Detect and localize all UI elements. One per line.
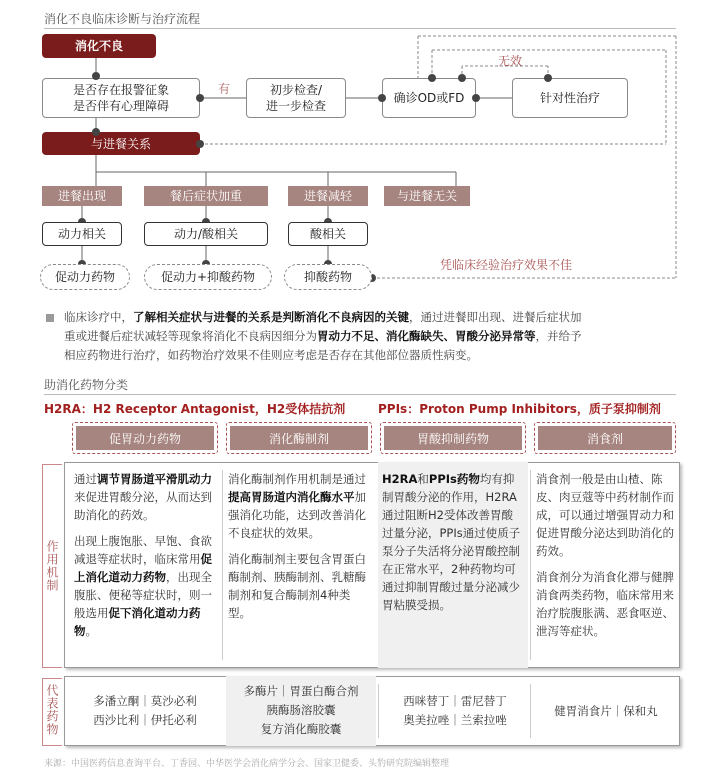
connector-dot — [196, 140, 204, 148]
mechanism-col2 — [228, 470, 372, 630]
row-label-representative: 代表药物 — [45, 684, 59, 736]
source-note: 来源：中国医药信息查询平台、丁香园、中华医学会消化病学分会、国家卫健委、头豹研究院编辑整理 — [44, 759, 450, 769]
flow-empirical-label: 凭临床经验治疗效果不佳 — [440, 258, 573, 272]
connector-dot — [472, 94, 480, 102]
representative-col2 — [226, 682, 376, 739]
type-motility: 动力相关 — [42, 222, 122, 246]
drug-prokinetic-antacid: 促动力+抑酸药物 — [144, 264, 272, 290]
note-text: 相应药物进行治疗，如药物治疗效果不佳则应考虑是否存在其他部位器质性病变。 — [64, 348, 478, 362]
text: 来促进胃酸分泌，从而达到助消化的药效。 — [74, 490, 212, 522]
mechanism-col3 — [382, 470, 524, 622]
text: 消化酶制剂主要包含胃蛋白酶制剂、胰酶制剂、乳糖酶制剂和复合酶制剂4种类型。 — [228, 552, 366, 620]
bold-text: PPIs药物 — [428, 472, 480, 486]
abbr-ppi — [378, 400, 661, 417]
mechanism-col1 — [74, 470, 218, 648]
section-title-flow: 消化不良临床诊断与治疗流程 — [44, 12, 201, 26]
divider — [44, 394, 676, 395]
note-text: 重或进餐后症状减轻等现象将消化不良病因细分为 — [64, 329, 317, 343]
drug-line: 胰酶肠溶胶囊 — [266, 703, 336, 717]
connector-dot — [378, 94, 386, 102]
connector-dot — [428, 74, 436, 82]
bold-text: 促下消化道动力药物 — [74, 606, 201, 638]
note-paragraph — [64, 308, 684, 365]
text: ，出现全腹胀、便秘等症状时，则一般选用 — [74, 570, 212, 620]
type-motility-acid: 动力/酸相关 — [144, 222, 268, 246]
representative-col4 — [534, 702, 678, 721]
flow-question-line2: 是否伴有心理障碍 — [72, 99, 169, 113]
abbr-h2ra-key: H2RA： — [44, 402, 93, 416]
category-label: 消化酶制剂 — [230, 426, 368, 450]
drug-prokinetic: 促动力药物 — [40, 264, 130, 290]
connector-dot — [92, 72, 100, 80]
flow-targeted-treatment: 针对性治疗 — [512, 78, 628, 118]
flow-initial-line1: 初步检查/ — [269, 83, 323, 97]
tag-meal-relief: 进餐减轻 — [288, 186, 368, 206]
representative-col3 — [380, 692, 530, 730]
drug-line: 复方消化酶胶囊 — [260, 722, 342, 736]
connector-dot — [458, 74, 466, 82]
text: 和 — [417, 472, 429, 486]
column-divider — [530, 470, 531, 660]
drug-line: 健胃消食片｜保和丸 — [554, 704, 658, 718]
text: 消食剂一般是由山楂、陈皮、肉豆蔻等中药材制作而成，可以通过增强胃动力和促进胃酸分泌达到助消化的药效。 — [536, 472, 674, 558]
section-title-classes: 助消化药物分类 — [44, 378, 129, 392]
connector-dot — [196, 94, 204, 102]
text: 通过 — [74, 472, 97, 486]
category-acid-suppressant — [380, 422, 526, 454]
tag-meal-unrelated: 与进餐无关 — [384, 186, 470, 206]
flow-yes-label: 有 — [218, 82, 231, 96]
category-enzyme — [226, 422, 372, 454]
column-divider — [378, 684, 379, 738]
text: 消化酶制剂作用机制是通过 — [228, 472, 366, 486]
text: 出现上腹饱胀、早饱、食欲减退等症状时，临床常用 — [74, 534, 212, 566]
bold-text: 提高胃肠道内消化酶水平 — [228, 490, 355, 504]
flow-question — [42, 78, 200, 118]
category-label: 胃酸抑制药物 — [384, 426, 522, 450]
text: 消食剂分为消食化滞与健脾消食两类药物，临床常用来治疗脘腹胀满、恶食呕逆、泄泻等症状。 — [536, 570, 674, 638]
note-bold: 胃动力不足、消化酶缺失、胃酸分泌异常等 — [317, 329, 536, 343]
note-text: 临床诊疗中， — [64, 310, 133, 324]
tag-postmeal-worse: 餐后症状加重 — [144, 186, 268, 206]
drug-line: 多潘立酮｜莫沙必利 — [93, 694, 197, 708]
abbr-ppi-key: PPIs： — [378, 402, 420, 416]
note-bullet — [46, 314, 54, 322]
flow-initial-line2: 进一步检查 — [265, 99, 326, 113]
category-digestive-herbal — [534, 422, 676, 454]
flow-diagnosis: 确诊OD或FD — [382, 78, 476, 118]
category-prokinetic — [72, 422, 218, 454]
drug-antacid: 抑酸药物 — [284, 264, 372, 290]
abbr-h2ra-value: H2 Receptor Antagonist，H2受体拮抗剂 — [92, 402, 346, 416]
connector-dot — [544, 74, 552, 82]
note-bold: 了解相关症状与进餐的关系是判断消化不良病因的关键 — [133, 310, 409, 324]
flow-meal-relation: 与进餐关系 — [42, 132, 200, 155]
row-label-mechanism: 作用机制 — [45, 540, 59, 592]
flow-question-line1: 是否存在报警征象 — [72, 83, 169, 97]
mechanism-col4 — [536, 470, 676, 648]
note-text: ，通过进餐即出现、进餐后症状加 — [409, 310, 582, 324]
tag-meal-onset: 进餐出现 — [42, 186, 122, 206]
abbr-ppi-value: Proton Pump Inhibitors，质子泵抑制剂 — [419, 402, 661, 416]
flow-initial-check — [246, 78, 346, 118]
category-label: 促胃动力药物 — [76, 426, 214, 450]
drug-line: 西沙比利｜伊托必利 — [93, 713, 197, 727]
note-text: ，并给予 — [535, 329, 582, 343]
bold-text: 促上消化道动力药物 — [74, 552, 212, 584]
column-divider — [530, 684, 531, 738]
type-acid: 酸相关 — [288, 222, 368, 246]
text: 。 — [85, 624, 97, 638]
category-label: 消食剂 — [538, 426, 672, 450]
connector-dot — [92, 128, 100, 136]
drug-line: 多酶片｜胃蛋白酶合剂 — [243, 684, 359, 698]
drug-line: 奥美拉唑｜兰索拉唑 — [403, 713, 507, 727]
flow-start: 消化不良 — [42, 34, 156, 58]
drug-line: 西咪替丁｜雷尼替丁 — [403, 694, 507, 708]
bold-text: 调节胃肠道平滑肌动力 — [97, 472, 212, 486]
text: 加强消化功能，达到改善消化不良症状的效果。 — [228, 490, 366, 540]
text: 均有抑制胃酸分泌的作用，H2RA通过阻断H2受体改善胃酸过量分泌，PPIs通过使质子泵分子失活将分泌胃酸控制在正常水平，2种药物均可通过抑制胃酸过量分泌减少胃粘膜受损。 — [382, 472, 521, 612]
representative-col1 — [70, 692, 220, 730]
column-divider — [222, 470, 223, 660]
flow-ineffective-label: 无效 — [498, 54, 523, 68]
abbr-h2ra — [44, 400, 345, 417]
bold-text: H2RA — [382, 472, 418, 486]
